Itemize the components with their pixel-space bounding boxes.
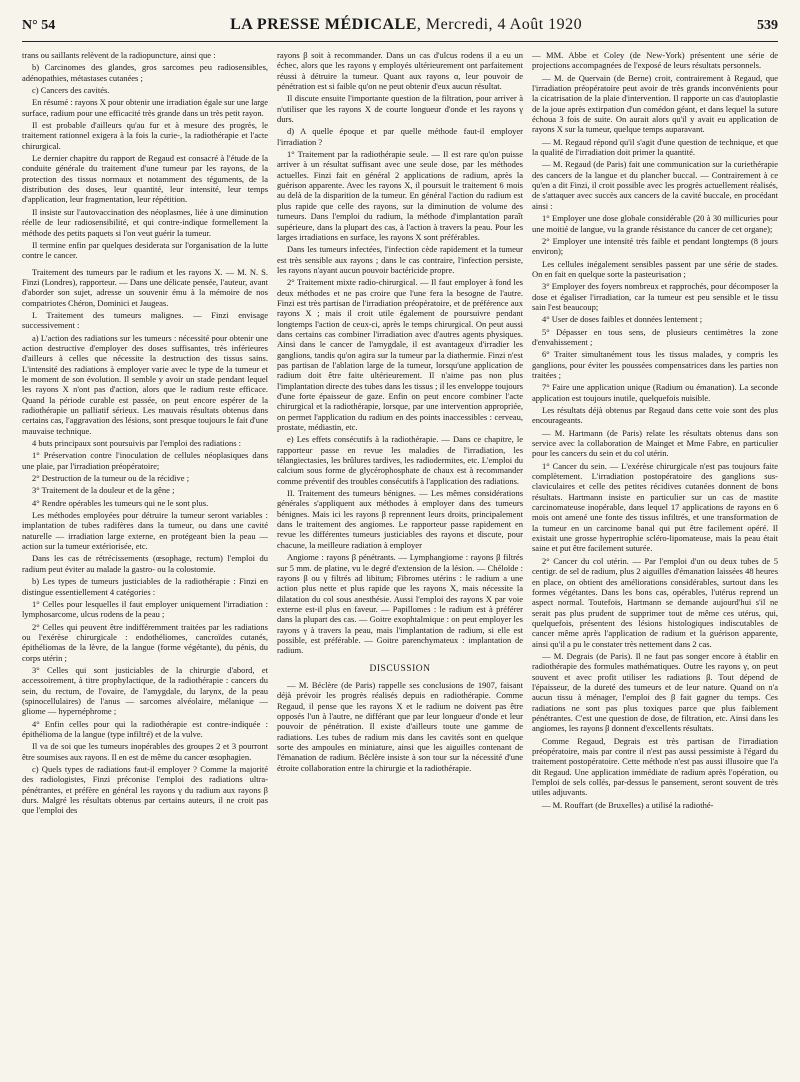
paragraph: Il discute ensuite l'importante question de la filtration, pour arriver à n'utiliser que les rayons X de courte longueur d'onde et les rayons γ durs.	[277, 93, 523, 125]
paragraph: — M. Rouffart (de Bruxelles) a utilisé la radiothé-	[542, 799, 714, 810]
paragraph: 3° Traitement de la douleur et de la gêne ;	[32, 485, 175, 496]
paragraph: II. Traitement des tumeurs bénignes. — Les mêmes considérations générales s'appliquent aux méthodes à employer dans des tumeurs bénignes. Mais ici les rayons β reprennent leurs droits, principalement dans le traitement des angiomes. Le rapporteur passe rapidement en revue les différentes tumeurs justiciables des rayons et discute, pour chacune, la meilleure radiation à employer	[277, 488, 523, 550]
paragraph: 1° Traitement par la radiothérapie seule. — Il est rare qu'on puisse arriver à un résultat suffisant avec une seule dose, par les méthodes actuelles. Finzi fait en général 2 applications de radium, après la guérison apparente. Avec les rayons X, il poursuit le traitement 6 mois au delà de la disparition de la tumeur. En général l'action du radium est plus rapide que celle des rayons, sur la diminution de volume des tumeurs. Dans l'emploi du radium, la méthode d'implantation paraît supérieure, dans la plupart des cas, à l'action à travers la peau. Pour les larges irradiations en surface, les rayons X sont préférables.	[277, 149, 523, 242]
paragraph: 4° User de doses faibles et données lentement ;	[542, 314, 703, 325]
paragraph: trans ou saillants relèvent de la radiopuncture, ainsi que :	[22, 50, 216, 60]
paragraph: 2° Cancer du col utérin. — Par l'emploi d'un ou deux tubes de 5 centigr. de sel de radium, plus 2 aiguilles d'émanation laissées 48 heures en place, on obtient des améliorations considérables, surtout dans les formes végétantes. Dans les bons cas, opérables, l'utérus reprend un aspect normal. Toutefois, Hartmann se demande aujourd'hui s'il ne serait pas plus prudent de supprimer tout de même ces utérus, qui, quelquefois, présentent des lésions histologiques indiscutables de cancer même après l'application de radium et la guérison apparente, ainsi qu'il a pu le constater très nettement dans 2 cas.	[532, 555, 778, 649]
paragraph: 3° Celles qui sont justiciables de la chirurgie d'abord, et accessoirement, à titre prophylactique, de la radiothérapie : cancers du sein, du rectum, de l'ovaire, de l'amygdale, du larynx, de la peau (spinocellulaires) de l'anus — sarcomes alvéolaire, mélanique — gliome — hypernéphrome ;	[22, 664, 268, 717]
paragraph: c) Quels types de radiations faut-il employer ? Comme la majorité des radiologistes, Finzi préconise l'emploi des radiations ultra-pénétrantes, et préfère en général les rayons γ du radium aux rayons β durs. Malgré les résultats obtenus par certains auteurs, il ne croit pas que l'emploi des	[22, 764, 268, 816]
column-left	[22, 50, 268, 1076]
paragraph: Les résultats déjà obtenus par Regaud dans cette voie sont des plus encourageants.	[532, 405, 778, 426]
paragraph: 4° Enfin celles pour qui la radiothérapie est contre-indiquée : épithélioma de la langue (type infiltré) et de la vulve.	[22, 718, 268, 739]
issue-number: N° 54	[22, 18, 56, 33]
paragraph: Il termine enfin par quelques desiderata sur l'organisation de la lutte contre le cancer.	[22, 239, 268, 261]
paragraph: 2° Employer une intensité très faible et pendant longtemps (8 jours environ);	[532, 235, 778, 257]
paragraph: 1° Celles pour lesquelles il faut employer uniquement l'irradiation : lymphosarcome, ulcus rodens de la peau ;	[22, 598, 268, 620]
journal-name: LA PRESSE MÉDICALE	[230, 16, 417, 33]
paragraph: Les méthodes employées pour détruire la tumeur seront variables : implantation de tubes radifères dans la tumeur, ou dans une cavité naturelle — irradiation large externe, en protégeant bien la peau — action sur la tumeur extériorisée, etc.	[22, 510, 268, 552]
paragraph: Traitement des tumeurs par le radium et les rayons X. — M. N. S. Finzi (Londres), rapporteur. — Dans une délicate pensée, l'auteur, avant d'aborder son sujet, adresse un souvenir ému à la mémoire de nos compatriotes Chéron, Dominici et Jaugeas.	[22, 266, 268, 308]
issue-date: , Mercredi, 4 Août 1920	[416, 16, 583, 33]
paragraph: — M. Béclère (de Paris) rappelle ses conclusions de 1907, faisant déjà prévoir les progrès réalisés depuis en radiothérapie. Comme Regaud, il pense que les rayons X et le radium ne doivent pas être opposés l'un à l'autre, ne différant que par leur longueur d'onde et leur pouvoir de pénétration. Il existe d'ailleurs toute une gamme de radiations. Les tubes de radium mis dans les cavités sont en quelque sorte des ampoules en miniature, ainsi que les aiguilles contenant de l'émanation de radium. Béclère insiste à son tour sur la nécessité d'une étroite collaboration entre la chirurgie et la radiothérapie.	[277, 679, 523, 773]
article-columns	[22, 50, 778, 1076]
paragraph: Comme Regaud, Degrais est très partisan de l'irradiation préopératoire, mais par contre il n'est pas aussi pessimiste à l'égard du traitement postopératoire. Cette méthode n'est pas aussi illusoire que l'a dit Regaud. Une application immédiate de radium après l'opération, ou l'emploi de sels collés, par-dessus le pansement, seront souvent de très utiles adjuvants.	[532, 735, 778, 798]
paragraph: a) L'action des radiations sur les tumeurs : nécessité pour obtenir une action destructive d'employer des doses suffisantes, très inférieures d'ailleurs à celles que nécessite la destruction des tissus sains. L'intensité des radiations à employer varie avec le type de la tumeur et le moment de son évolution. Il semble y avoir un stade pendant lequel les rayons X n'ont pas d'action, alors que le radium reste efficace. Quand la période curable est passée, on peut encore espérer de la radiothérapie un palliatif sérieux. Les mauvais résultats obtenus dans certains cas, l'aggravation des lésions, sont presque toujours le fait d'une mauvaise technique.	[22, 332, 268, 436]
paragraph: 6° Traiter simultanément tous les tissus malades, y compris les ganglions, pour éviter les poussées compensatrices dans les parties non traitées ;	[532, 349, 778, 380]
paragraph: 3° Employer des foyers nombreux et rapprochés, pour décomposer la dose et égaliser l'irradiation, car la tumeur est peu sensible et le tissu sain l'est beaucoup;	[532, 281, 778, 312]
paragraph: d) A quelle époque et par quelle méthode faut-il employer l'irradiation ?	[277, 126, 523, 147]
paragraph: — M. Regaud répond qu'il s'agit d'une question de technique, et que la qualité de l'irradiation doit primer la quantité.	[532, 136, 778, 158]
column-middle	[277, 50, 523, 1076]
paragraph: — M. Hartmann (de Paris) relate les résultats obtenus dans son service avec la collaboration de Mainget et Mme Fabre, en particulier pour les cancers du sein et du col utérin.	[532, 427, 778, 459]
paragraph: 4 buts principaux sont poursuivis par l'emploi des radiations :	[32, 438, 242, 449]
paragraph: Il insiste sur l'autovaccination des néoplasmes, liée à une diminution réelle de leur radiosensibilité, et qui contre-indique formellement la méthode des petits paquets si l'on veut guérir la tumeur.	[22, 206, 268, 238]
paragraph: Angiome : rayons β pénétrants. — Lymphangiome : rayons β filtrés sur 5 mm. de platine, vu le degré d'extension de la lésion. — Chéloïde : rayons β ou γ filtrés ad libitum; Fibromes utérins : le radium a une action plus nette et plus rapide que les rayons X, mais nécessite la dilatation du col sous anesthésie. Aussi l'emploi des rayons X par voie externe est-il plus en faveur. — Papillomes : le radium est à préférer dans la plupart des cas. — Goitre exophtalmique : on peut employer les rayons γ à travers la peau, mais l'implantation de radium, si elle est possible, est préférable. — Goitre parenchymateux : implantation de radium.	[277, 552, 523, 656]
paragraph: 1° Employer une dose globale considérable (20 à 30 millicuries pour une moitié de langue, vu la grande résistance du cancer de cet organe);	[532, 213, 778, 234]
paragraph: 2° Traitement mixte radio-chirurgical. — Il faut employer à fond les deux méthodes et ne pas croire que l'une fera la besogne de l'autre. Finzi est très partisan de l'irradiation préopératoire, et de préférence aux rayons X ; mais il croit utile également de poursuivre pendant longtemps l'action de ceux-ci, après le temps chirurgical. On peut aussi dans certains cas combiner l'irradiation avec d'autres agents physiques. Ainsi dans le cancer de l'amygdale, il est avantageux d'irradier les ganglions, tandis qu'on agira sur la tumeur par la diathermie. Finzi n'est pas partisan de l'ablation large de la tumeur, lorsqu'une application de radium doit être faite ultérieurement. Il n'aime pas non plus l'implantation directe des tubes dans les tissus ; il les enveloppe toujours d'une forte épaisseur de gaze. Enfin on peut encore combiner l'acte chirurgical et la radiothérapie, lorsque, par une intervention appropriée, on permet l'application du radium en des points inaccessibles : cerveau, prostate, médiastin, etc.	[277, 277, 523, 433]
paragraph: rayons β soit à recommander. Dans un cas d'ulcus rodens il a eu un échec, alors que les rayons γ employés ultérieurement ont parfaitement réussi à détruire la tumeur. Quant aux rayons α, leur pouvoir de pénétration est si faible qu'on ne peut obtenir d'eux aucun résultat.	[277, 50, 523, 92]
paragraph: 5° Dépasser en tous sens, de plusieurs centimètres la zone d'envahissement ;	[532, 326, 778, 347]
paragraph: 4° Rendre opérables les tumeurs qui ne le sont plus.	[32, 497, 209, 508]
page-number: 539	[756, 18, 778, 33]
paragraph: 7° Faire une application unique (Radium ou émanation). La seconde application est toujours inutile, quelquefois nuisible.	[532, 382, 778, 403]
journal-title	[230, 16, 582, 34]
column-right	[532, 50, 778, 1076]
paragraph: 2° Celles qui peuvent être indifféremment traitées par les radiations ou l'exérèse chirurgicale : endothéliomes, cancroïdes cutanés, épithéliomas de la lèvre, de la langue (forme végétante), du pénis, du corps utérin ;	[22, 621, 268, 663]
paragraph: — M. Degrais (de Paris). Il ne faut pas songer encore à établir en radiothérapie des formules mathématiques. Outre les rayons γ, on peut souvent et avec profit utiliser les radiations β. Tout dépend de l'épaisseur, de la dureté des tumeurs et de leur nature. Quand on n'a aucun tissu à ménager, l'emploi des β fait gagner du temps. Ces radiations ne sont pas plus toxiques parce que plus faiblement pénétrantes. C'est une question de dose, de filtration, etc. Ainsi dans les angiomes, les rayons β donnent d'excellents résultats.	[532, 650, 778, 734]
paragraph: 2° Destruction de la tumeur ou de la récidive ;	[32, 473, 190, 484]
paragraph: e) Les effets consécutifs à la radiothérapie. — Dans ce chapitre, le rapporteur passe en revue les maladies de l'irradiation, les télangiectasies, les brûlures tardives, les radiodermites, etc. L'emploi du calcium sous forme de glycérophosphate de chaux est à recommander comme préventif des troubles consécutifs à l'application des radiations.	[277, 434, 523, 486]
paragraph: — MM. Abbe et Coley (de New-York) présentent une série de projections accompagnées de l'exposé de leurs résultats personnels.	[532, 50, 778, 71]
section-heading: DISCUSSION	[369, 663, 431, 674]
paragraph: 1° Préservation contre l'inoculation de cellules néoplasiques dans une plaie, par l'irradiation préopératoire;	[22, 450, 268, 471]
paragraph: Il est probable d'ailleurs qu'au fur et à mesure des progrès, le traitement rationnel exigera à la fois la curie-, la radiothérapie et l'acte chirurgical.	[22, 120, 268, 151]
paragraph: En résumé : rayons X pour obtenir une irradiation égale sur une large surface, radium pour une efficacité très grande dans un très petit rayon.	[22, 97, 268, 118]
paragraph: 1° Cancer du sein. — L'exérèse chirurgicale n'est pas toujours faite complètement. L'irradiation postopératoire des ganglions sus-claviculaires et celle des petites récidives cutanées donnent de bons résultats. Hartmann insiste en particulier sur un cas de mastite carcinomateuse inopérable, dans lequel 17 applications de rayons en 6 mois ont amené une fonte des tissus infiltrés, et une transformation de la tumeur en un carcinome banal qui put être facilement opéré. Il existait une grosse hypertrophie scléro-lipomateuse, mais la peau était saine et put être facilement suturée.	[532, 460, 778, 554]
paragraph: Dans les tumeurs infectées, l'infection cède rapidement et la tumeur est très sensible aux rayons ; dans le cas contraire, l'infection persiste, les rayons n'ayant aucun pouvoir bactéricide propre.	[277, 244, 523, 275]
paragraph: — M. Regaud (de Paris) fait une communication sur la curiethérapie des cancers de la langue et du plancher buccal. — Contrairement à ce qu'en a dit Finzi, il croit possible avec les progrès actuellement réalisés, de s'attaquer avec succès aux cancers de la cavité buccale, en procédant ainsi :	[532, 159, 778, 211]
paragraph: Les cellules inégalement sensibles passent par une série de stades. On en fait en quelque sorte la pasteurisation ;	[532, 258, 778, 279]
page-header	[22, 16, 778, 38]
paragraph: c) Cancers des cavités.	[32, 85, 110, 96]
header-rule	[22, 41, 778, 42]
paragraph: — M. de Quervain (de Berne) croit, contrairement à Regaud, que l'irradiation préopératoire peut avoir de très grands inconvénients pour la cicatrisation de la plaie d'intervention. Il rapporte un cas d'autoplastie de la joue après extirpation d'un comédon géant, et dans lequel la suture échoua 3 fois de suite. On aurait alors qu'il y avait eu application de rayons X sur la tumeur, quelque temps auparavant.	[532, 72, 778, 135]
paragraph: Dans les cas de rétrécissements (œsophage, rectum) l'emploi du radium peut éviter au malade la gastro- ou la colostomie.	[22, 553, 268, 574]
paragraph: I. Traitement des tumeurs malignes. — Finzi envisage successivement :	[22, 309, 268, 331]
paragraph: b) Carcinomes des glandes, gros sarcomes peu radiosensibles, adénopathies, métastases cutanées ;	[22, 62, 268, 83]
paragraph: Le dernier chapitre du rapport de Regaud est consacré à l'étude de la conduite générale du traitement d'une tumeur par les rayons, de la protection des tissus normaux et notamment des téguments, de la distribution des doses, leur quantité, leur intensité, leur temps d'application, leur fragmentation, leur répétition.	[22, 153, 268, 205]
paragraph: Il va de soi que les tumeurs inopérables des groupes 2 et 3 pourront être soumises aux rayons. Il en est de même du cancer œsophagien.	[22, 741, 268, 762]
paragraph: b) Les types de tumeurs justiciables de la radiothérapie : Finzi en distingue essentiellement 4 catégories :	[22, 576, 268, 597]
